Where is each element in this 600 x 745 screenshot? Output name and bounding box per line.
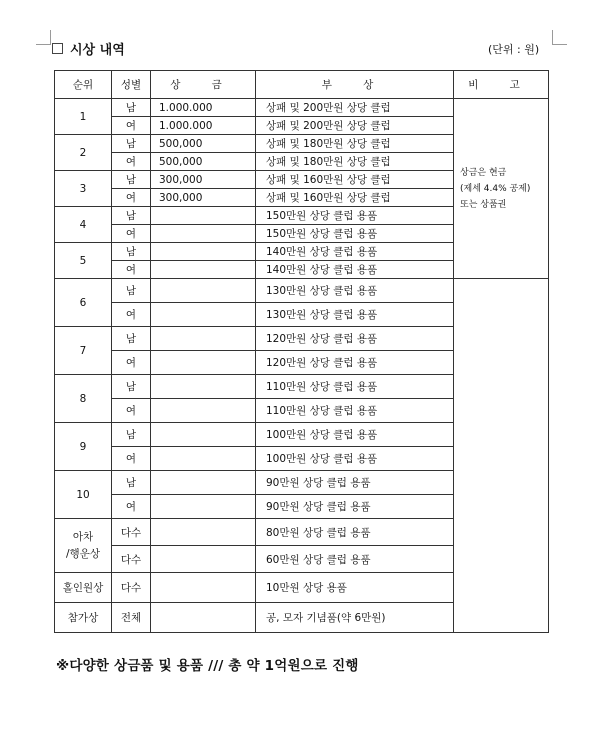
gender-cell: 여 (112, 189, 151, 207)
rank-cell: 10 (55, 471, 112, 519)
prize-cell (151, 603, 256, 633)
prize-cell (151, 351, 256, 375)
extra-cell: 130만원 상당 클럽 용품 (256, 279, 454, 303)
prize-cell: 500,000 (151, 135, 256, 153)
extra-cell: 150만원 상당 클럽 용품 (256, 207, 454, 225)
prize-cell: 300,000 (151, 189, 256, 207)
extra-cell: 상패 및 160만원 상당 클럽 (256, 171, 454, 189)
rank-cell (55, 519, 112, 573)
note-line: 또는 상품권 (460, 199, 507, 210)
gender-cell: 다수 (112, 519, 151, 546)
col-gender: 성별 (112, 71, 151, 99)
prize-cell (151, 495, 256, 519)
gender-cell: 여 (112, 447, 151, 471)
extra-cell: 90만원 상당 클럽 용품 (256, 495, 454, 519)
extra-cell: 80만원 상당 클럽 용품 (256, 519, 454, 546)
gender-cell: 남 (112, 327, 151, 351)
extra-cell: 120만원 상당 클럽 용품 (256, 351, 454, 375)
extra-cell: 90만원 상당 클럽 용품 (256, 471, 454, 495)
extra-cell: 140만원 상당 클럽 용품 (256, 243, 454, 261)
prize-cell (151, 546, 256, 573)
rank-cell: 8 (55, 375, 112, 423)
col-rank: 순위 (55, 71, 112, 99)
gender-cell: 여 (112, 117, 151, 135)
rank-cell: 홀인원상 (55, 573, 112, 603)
extra-cell: 10만원 상당 용품 (256, 573, 454, 603)
rank-cell: 5 (55, 243, 112, 279)
section-heading (52, 39, 125, 58)
prize-cell (151, 225, 256, 243)
extra-cell: 120만원 상당 클럽 용품 (256, 327, 454, 351)
gender-cell: 남 (112, 423, 151, 447)
extra-cell: 상패 및 180만원 상당 클럽 (256, 153, 454, 171)
prize-cell (151, 261, 256, 279)
extra-cell: 상패 및 200만원 상당 클럽 (256, 99, 454, 117)
corner-mark-left (36, 30, 51, 45)
extra-cell: 140만원 상당 클럽 용품 (256, 261, 454, 279)
rank-cell: 참가상 (55, 603, 112, 633)
gender-cell: 남 (112, 135, 151, 153)
prize-cell: 1.000.000 (151, 117, 256, 135)
prize-cell (151, 207, 256, 225)
rank-cell: 9 (55, 423, 112, 471)
prize-cell (151, 399, 256, 423)
gender-cell: 여 (112, 351, 151, 375)
extra-cell: 60만원 상당 클럽 용품 (256, 546, 454, 573)
prize-cell (151, 243, 256, 261)
rank-line: /행운상 (66, 547, 100, 560)
prize-cell: 500,000 (151, 153, 256, 171)
note-line: 상금은 현금 (460, 167, 507, 178)
gender-cell: 남 (112, 99, 151, 117)
extra-cell: 상패 및 160만원 상당 클럽 (256, 189, 454, 207)
note-line: (제세 4.4% 공제) (460, 183, 531, 194)
award-table (54, 70, 549, 633)
note-cell-empty (454, 279, 549, 633)
gender-cell: 남 (112, 243, 151, 261)
prize-cell (151, 375, 256, 399)
prize-cell (151, 327, 256, 351)
extra-cell: 150만원 상당 클럽 용품 (256, 225, 454, 243)
gender-cell: 남 (112, 279, 151, 303)
gender-cell: 여 (112, 399, 151, 423)
extra-cell: 130만원 상당 클럽 용품 (256, 303, 454, 327)
gender-cell: 전체 (112, 603, 151, 633)
extra-cell: 상패 및 180만원 상당 클럽 (256, 135, 454, 153)
rank-cell: 6 (55, 279, 112, 327)
section-title: 시상 내역 (70, 43, 125, 58)
prize-cell (151, 279, 256, 303)
rank-cell: 4 (55, 207, 112, 243)
unit-label: (단위 : 원) (488, 43, 540, 56)
checkbox-icon (52, 43, 63, 54)
prize-cell: 300,000 (151, 171, 256, 189)
corner-mark-right (552, 30, 567, 45)
prize-cell (151, 471, 256, 495)
rank-cell: 1 (55, 99, 112, 135)
gender-cell: 여 (112, 495, 151, 519)
col-extra: 부 상 (256, 71, 454, 99)
rank-cell: 2 (55, 135, 112, 171)
col-prize: 상 금 (151, 71, 256, 99)
gender-cell: 남 (112, 171, 151, 189)
gender-cell: 다수 (112, 573, 151, 603)
extra-cell: 110만원 상당 클럽 용품 (256, 399, 454, 423)
extra-cell: 공, 모자 기념품(약 6만원) (256, 603, 454, 633)
gender-cell: 여 (112, 225, 151, 243)
prize-cell: 1.000.000 (151, 99, 256, 117)
gender-cell: 남 (112, 375, 151, 399)
rank-line: 아차 (72, 530, 94, 543)
extra-cell: 상패 및 200만원 상당 클럽 (256, 117, 454, 135)
footnote: ※다양한 상금품 및 용품 /// 총 약 1억원으로 진행 (56, 658, 359, 674)
extra-cell: 110만원 상당 클럽 용품 (256, 375, 454, 399)
extra-cell: 100만원 상당 클럽 용품 (256, 447, 454, 471)
table-row (55, 99, 549, 117)
prize-cell (151, 447, 256, 471)
prize-cell (151, 519, 256, 546)
rank-cell: 7 (55, 327, 112, 375)
gender-cell: 남 (112, 207, 151, 225)
prize-cell (151, 423, 256, 447)
gender-cell: 남 (112, 471, 151, 495)
col-note: 비 고 (454, 71, 549, 99)
extra-cell: 100만원 상당 클럽 용품 (256, 423, 454, 447)
gender-cell: 여 (112, 261, 151, 279)
prize-cell (151, 303, 256, 327)
table-row (55, 279, 549, 303)
gender-cell: 다수 (112, 546, 151, 573)
table-header-row (55, 71, 549, 99)
gender-cell: 여 (112, 303, 151, 327)
note-cell (454, 99, 549, 279)
gender-cell: 여 (112, 153, 151, 171)
prize-cell (151, 573, 256, 603)
rank-cell: 3 (55, 171, 112, 207)
